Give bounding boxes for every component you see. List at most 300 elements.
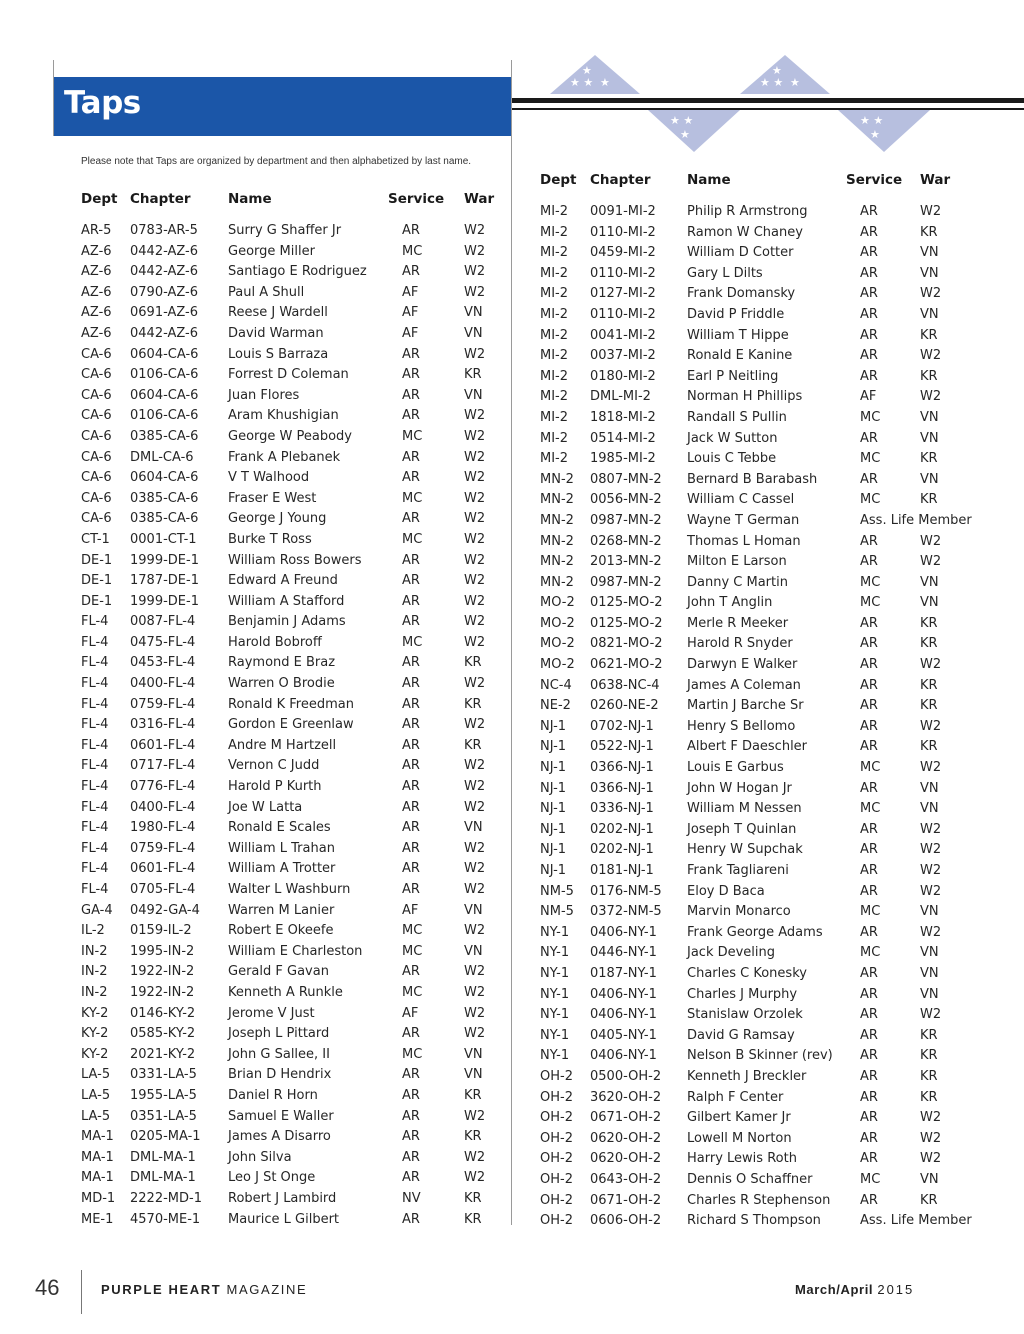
- dept-cell: MO-2: [540, 595, 575, 611]
- service-cell: AR: [860, 1089, 878, 1105]
- war-cell: KR: [464, 1190, 482, 1206]
- war-cell: W2: [464, 243, 486, 259]
- name-cell: Joseph T Quinlan: [687, 821, 797, 837]
- war-cell: VN: [920, 430, 939, 446]
- table-row: [81, 798, 501, 819]
- chapter-cell: 2021-KY-2: [130, 1046, 196, 1062]
- chapter-cell: 0176-NM-5: [590, 883, 662, 899]
- name-cell: Norman H Phillips: [687, 389, 803, 405]
- table-row: [540, 923, 1010, 944]
- chapter-cell: 0702-NJ-1: [590, 718, 654, 734]
- dept-cell: IN-2: [81, 943, 108, 959]
- table-row: [540, 634, 1010, 655]
- service-cell: AR: [402, 511, 420, 527]
- chapter-cell: 0331-LA-5: [130, 1067, 197, 1083]
- table-row: [81, 612, 501, 633]
- dept-cell: KY-2: [81, 1005, 109, 1021]
- name-cell: William A Stafford: [228, 593, 345, 609]
- name-cell: Raymond E Braz: [228, 655, 336, 671]
- name-cell: V T Walhood: [228, 470, 310, 486]
- name-cell: Samuel E Waller: [228, 1108, 334, 1124]
- dept-cell: OH-2: [540, 1192, 573, 1208]
- chapter-cell: 1999-DE-1: [130, 593, 199, 609]
- name-cell: Randall S Pullin: [687, 409, 787, 425]
- name-cell: Henry W Supchak: [687, 842, 803, 858]
- dept-cell: MO-2: [540, 636, 575, 652]
- table-row: [81, 839, 501, 860]
- chapter-cell: 0514-MI-2: [590, 430, 656, 446]
- war-cell: W2: [920, 863, 942, 878]
- dept-cell: MA-1: [81, 1129, 114, 1145]
- table-row: [540, 387, 1010, 408]
- war-cell: W2: [464, 923, 486, 939]
- dept-cell: OH-2: [540, 1068, 573, 1084]
- chapter-cell: 0406-NY-1: [590, 924, 657, 940]
- war-cell: VN: [920, 409, 939, 425]
- service-cell: AR: [402, 1067, 420, 1083]
- war-cell: VN: [920, 471, 939, 487]
- name-cell: Robert J Lambird: [228, 1190, 337, 1206]
- name-cell: Darwyn E Walker: [687, 657, 798, 673]
- war-cell: W2: [464, 799, 486, 815]
- dept-cell: KY-2: [81, 1026, 109, 1042]
- service-cell: AR: [860, 636, 878, 652]
- service-cell: AR: [860, 1048, 878, 1064]
- table-row: [540, 676, 1010, 697]
- name-cell: John W Hogan Jr: [687, 780, 792, 796]
- dept-cell: OH-2: [540, 1110, 573, 1126]
- service-cell: MC: [860, 574, 881, 590]
- table-row: [540, 408, 1010, 429]
- name-cell: Ralph F Center: [687, 1089, 784, 1105]
- dept-cell: AZ-6: [81, 325, 112, 341]
- war-cell: W2: [920, 554, 942, 570]
- svg-text:★ ★: ★ ★: [760, 76, 784, 89]
- col-service: Service: [388, 191, 445, 207]
- name-cell: Kenneth A Runkle: [228, 984, 343, 1000]
- war-cell: W2: [464, 964, 486, 980]
- service-cell: MC: [402, 634, 423, 650]
- chapter-cell: 0106-CA-6: [130, 367, 199, 383]
- dept-cell: OH-2: [540, 1130, 573, 1146]
- table-row: [540, 346, 1010, 367]
- table-row: [540, 284, 1010, 305]
- chapter-cell: 0604-CA-6: [130, 470, 199, 486]
- table-row: [81, 1004, 501, 1025]
- table-row: [81, 1148, 501, 1169]
- table-row: [540, 1026, 1010, 1047]
- dept-cell: IN-2: [81, 984, 108, 1000]
- war-cell: W2: [464, 634, 486, 650]
- chapter-cell: 0087-FL-4: [130, 614, 196, 630]
- service-cell: AF: [402, 284, 419, 300]
- table-row: [81, 468, 501, 489]
- dept-cell: CA-6: [81, 470, 112, 486]
- service-cell: AR: [860, 1192, 878, 1208]
- chapter-cell: 1999-DE-1: [130, 552, 199, 568]
- name-cell: George J Young: [228, 511, 327, 527]
- service-cell: AF: [402, 1005, 419, 1021]
- chapter-cell: 0604-CA-6: [130, 346, 199, 362]
- chapter-cell: 0366-NJ-1: [590, 760, 654, 776]
- service-cell: AR: [860, 368, 878, 384]
- magazine-name-light: MAGAZINE: [226, 1282, 308, 1297]
- table-row: [540, 861, 1010, 882]
- war-cell: KR: [920, 1068, 938, 1084]
- issue-year: 2015: [877, 1282, 915, 1297]
- dept-cell: CT-1: [81, 531, 110, 547]
- service-cell: AR: [402, 655, 420, 671]
- chapter-cell: 0790-AZ-6: [130, 284, 199, 300]
- name-cell: William T Hippe: [687, 327, 789, 343]
- dept-cell: GA-4: [81, 902, 113, 918]
- service-cell: Ass. Life Member: [860, 512, 972, 528]
- service-cell: AR: [860, 1007, 878, 1023]
- service-cell: AR: [402, 964, 420, 980]
- service-cell: AR: [402, 408, 420, 424]
- dept-cell: NY-1: [540, 945, 570, 961]
- dept-cell: DE-1: [81, 552, 113, 568]
- chapter-cell: 0316-FL-4: [130, 717, 196, 733]
- dept-cell: LA-5: [81, 1067, 111, 1083]
- war-cell: VN: [464, 305, 483, 321]
- chapter-cell: 0260-NE-2: [590, 698, 659, 714]
- war-cell: VN: [464, 1046, 483, 1062]
- title-banner: [54, 77, 511, 136]
- table-row: [81, 551, 501, 572]
- table-row: [81, 756, 501, 777]
- table-row: [540, 552, 1010, 573]
- name-cell: Gordon E Greenlaw: [228, 717, 354, 733]
- chapter-cell: 0776-FL-4: [130, 779, 196, 795]
- war-cell: W2: [920, 533, 942, 549]
- war-cell: KR: [464, 737, 482, 753]
- table-row: [81, 674, 501, 695]
- service-cell: NV: [402, 1190, 421, 1206]
- name-cell: Harold P Kurth: [228, 779, 322, 795]
- table-row: [540, 696, 1010, 717]
- dept-cell: LA-5: [81, 1108, 111, 1124]
- chapter-cell: 0056-MN-2: [590, 492, 662, 508]
- dept-cell: AZ-6: [81, 243, 112, 259]
- war-cell: KR: [920, 677, 938, 693]
- col-chapter: Chapter: [130, 191, 191, 207]
- service-cell: AF: [402, 305, 419, 321]
- name-cell: George Miller: [228, 243, 315, 259]
- chapter-cell: 0759-FL-4: [130, 696, 196, 712]
- table-row: [81, 1210, 501, 1231]
- service-cell: MC: [860, 451, 881, 467]
- chapter-cell: 0405-NY-1: [590, 1027, 657, 1043]
- name-cell: Surry G Shaffer Jr: [228, 223, 342, 238]
- name-cell: Earl P Neitling: [687, 368, 779, 384]
- name-cell: Edward A Freund: [228, 573, 338, 589]
- dept-cell: MI-2: [540, 224, 569, 240]
- svg-text:★: ★: [600, 76, 610, 89]
- chapter-cell: 1955-LA-5: [130, 1087, 197, 1103]
- dept-cell: FL-4: [81, 820, 109, 836]
- chapter-cell: 0336-NJ-1: [590, 801, 654, 817]
- table-row: [540, 223, 1010, 244]
- name-cell: Lowell M Norton: [687, 1130, 792, 1146]
- service-cell: AR: [860, 265, 878, 281]
- name-cell: Juan Flores: [228, 387, 300, 403]
- table-row: [81, 406, 501, 427]
- name-cell: Frank A Plebanek: [228, 449, 341, 465]
- chapter-cell: 0202-NJ-1: [590, 842, 654, 858]
- name-cell: Jerome V Just: [228, 1005, 315, 1021]
- war-cell: W2: [920, 924, 942, 940]
- chapter-cell: 0585-KY-2: [130, 1026, 196, 1042]
- service-cell: AR: [860, 306, 878, 322]
- chapter-cell: 0606-OH-2: [590, 1213, 662, 1229]
- chapter-cell: 4570-ME-1: [130, 1211, 201, 1227]
- war-cell: VN: [464, 902, 483, 918]
- dept-cell: MA-1: [81, 1170, 114, 1186]
- table-row: [81, 448, 501, 469]
- service-cell: AR: [402, 573, 420, 589]
- service-cell: MC: [860, 760, 881, 776]
- magazine-name-bold: PURPLE HEART: [101, 1282, 222, 1297]
- service-cell: AR: [402, 779, 420, 795]
- chapter-cell: 0110-MI-2: [590, 224, 656, 240]
- service-cell: AR: [860, 718, 878, 734]
- dept-cell: MN-2: [540, 471, 574, 487]
- dept-cell: FL-4: [81, 634, 109, 650]
- dept-cell: FL-4: [81, 882, 109, 897]
- service-cell: AR: [860, 924, 878, 940]
- table-row: [81, 427, 501, 448]
- chapter-cell: 0385-CA-6: [130, 511, 199, 527]
- table-row: [81, 509, 501, 530]
- table-row: [81, 1127, 501, 1148]
- chapter-cell: 0638-NC-4: [590, 677, 660, 693]
- chapter-cell: 0205-MA-1: [130, 1129, 201, 1145]
- war-cell: W2: [464, 449, 486, 465]
- name-cell: Paul A Shull: [228, 284, 305, 300]
- table-row: [540, 429, 1010, 450]
- column-divider: [511, 60, 512, 1225]
- war-cell: W2: [464, 840, 486, 856]
- chapter-cell: 0500-OH-2: [590, 1068, 662, 1084]
- service-cell: AR: [402, 882, 420, 897]
- name-cell: Jack W Sutton: [687, 430, 778, 446]
- war-cell: W2: [920, 657, 942, 673]
- service-cell: AR: [402, 1087, 420, 1103]
- table-row: [81, 283, 501, 304]
- name-cell: Ronald K Freedman: [228, 696, 354, 712]
- name-cell: James A Coleman: [687, 677, 801, 693]
- war-cell: VN: [920, 595, 939, 611]
- name-cell: David Warman: [228, 325, 324, 341]
- service-cell: AR: [860, 1110, 878, 1126]
- dept-cell: DE-1: [81, 593, 113, 609]
- dept-cell: CA-6: [81, 490, 112, 506]
- magazine-name: [101, 1282, 307, 1297]
- service-cell: AR: [860, 1027, 878, 1043]
- dept-cell: NJ-1: [540, 801, 567, 817]
- service-cell: AR: [860, 821, 878, 837]
- war-cell: KR: [920, 327, 938, 343]
- col-war: War: [920, 172, 951, 188]
- war-cell: KR: [464, 367, 482, 383]
- svg-text:★: ★: [582, 64, 592, 77]
- dept-cell: CA-6: [81, 428, 112, 444]
- table-header: [81, 191, 501, 221]
- name-cell: Vernon C Judd: [228, 758, 320, 774]
- dept-cell: MN-2: [540, 492, 574, 508]
- page-title: Taps: [64, 85, 141, 121]
- service-cell: AR: [860, 739, 878, 755]
- dept-cell: MO-2: [540, 657, 575, 673]
- dept-cell: AZ-6: [81, 284, 112, 300]
- service-cell: MC: [402, 984, 423, 1000]
- service-cell: MC: [860, 904, 881, 920]
- table-row: [81, 530, 501, 551]
- chapter-cell: DML-CA-6: [130, 449, 194, 465]
- sorting-note: Please note that Taps are organized by department and then alphabetized by last name.: [81, 156, 472, 167]
- name-cell: Dennis O Schaffner: [687, 1171, 813, 1187]
- table-row: [540, 532, 1010, 553]
- dept-cell: MA-1: [81, 1149, 114, 1165]
- dept-cell: FL-4: [81, 779, 109, 795]
- name-cell: Gary L Dilts: [687, 265, 763, 281]
- dept-cell: OH-2: [540, 1151, 573, 1167]
- table-row: [540, 593, 1010, 614]
- dept-cell: MN-2: [540, 512, 574, 528]
- chapter-cell: 0125-MO-2: [590, 595, 663, 611]
- war-cell: VN: [920, 574, 939, 590]
- war-cell: W2: [464, 614, 486, 630]
- table-row: [540, 1149, 1010, 1170]
- dept-cell: FL-4: [81, 840, 109, 856]
- service-cell: AR: [860, 780, 878, 796]
- dept-cell: FL-4: [81, 799, 109, 815]
- issue-date: [795, 1282, 914, 1297]
- chapter-cell: 0406-NY-1: [590, 1048, 657, 1064]
- service-cell: AR: [402, 717, 420, 733]
- service-cell: AF: [402, 325, 419, 341]
- name-cell: John G Sallee, II: [228, 1046, 330, 1062]
- table-row: [81, 818, 501, 839]
- dept-cell: FL-4: [81, 676, 109, 692]
- service-cell: MC: [402, 531, 423, 547]
- service-cell: MC: [860, 1171, 881, 1187]
- dept-cell: NJ-1: [540, 760, 567, 776]
- chapter-cell: DML-MI-2: [590, 389, 651, 405]
- service-cell: AR: [402, 470, 420, 486]
- war-cell: W2: [464, 1108, 486, 1124]
- war-cell: W2: [464, 593, 486, 609]
- table-row: [540, 1129, 1010, 1150]
- name-cell: Frank Domansky: [687, 286, 796, 302]
- service-cell: MC: [402, 428, 423, 444]
- service-cell: AR: [860, 533, 878, 549]
- service-cell: MC: [860, 801, 881, 817]
- dept-cell: MI-2: [540, 368, 569, 384]
- svg-text:★: ★: [772, 64, 782, 77]
- name-cell: Louis C Tebbe: [687, 451, 777, 467]
- svg-text:★ ★: ★ ★: [570, 76, 594, 89]
- war-cell: KR: [464, 1211, 482, 1227]
- name-cell: Martin J Barche Sr: [687, 698, 804, 714]
- war-cell: KR: [464, 1087, 482, 1103]
- chapter-cell: 0601-FL-4: [130, 861, 196, 877]
- table-row: [81, 1024, 501, 1045]
- dept-cell: CA-6: [81, 387, 112, 403]
- table-row: [540, 943, 1010, 964]
- chapter-cell: 0181-NJ-1: [590, 863, 654, 878]
- service-cell: AR: [402, 264, 420, 280]
- dept-cell: NY-1: [540, 1048, 570, 1064]
- chapter-cell: 0110-MI-2: [590, 306, 656, 322]
- name-cell: John Silva: [228, 1149, 292, 1165]
- chapter-cell: 0001-CT-1: [130, 531, 197, 547]
- dept-cell: NJ-1: [540, 739, 567, 755]
- service-cell: AR: [860, 842, 878, 858]
- service-cell: AR: [860, 1151, 878, 1167]
- service-cell: AR: [402, 1211, 420, 1227]
- name-cell: Marvin Monarco: [687, 904, 791, 920]
- chapter-cell: 0621-MO-2: [590, 657, 663, 673]
- chapter-cell: 3620-OH-2: [590, 1089, 662, 1105]
- chapter-cell: 0522-NJ-1: [590, 739, 654, 755]
- table-row: [540, 902, 1010, 923]
- table-row: [81, 324, 501, 345]
- name-cell: Charles J Murphy: [687, 986, 798, 1002]
- dept-cell: FL-4: [81, 614, 109, 630]
- name-cell: William L Trahan: [228, 840, 335, 856]
- chapter-cell: 0110-MI-2: [590, 265, 656, 281]
- chapter-cell: 0442-AZ-6: [130, 325, 199, 341]
- dept-cell: MI-2: [540, 430, 569, 446]
- war-cell: W2: [464, 861, 486, 877]
- war-cell: VN: [464, 820, 483, 836]
- name-cell: David P Friddle: [687, 306, 785, 322]
- name-cell: Kenneth J Breckler: [687, 1068, 807, 1084]
- service-cell: AR: [860, 965, 878, 981]
- page-number: 46: [35, 1275, 60, 1300]
- chapter-cell: 0372-NM-5: [590, 904, 662, 920]
- service-cell: AF: [402, 902, 419, 918]
- name-cell: Nelson B Skinner (rev): [687, 1048, 833, 1064]
- war-cell: W2: [920, 286, 942, 302]
- name-cell: Charles C Konesky: [687, 965, 807, 981]
- table-row: [540, 511, 1010, 532]
- chapter-cell: 0717-FL-4: [130, 758, 196, 774]
- dept-cell: FL-4: [81, 758, 109, 774]
- name-cell: John T Anglin: [687, 595, 773, 611]
- chapter-cell: 0671-OH-2: [590, 1110, 662, 1126]
- name-cell: William C Cassel: [687, 492, 795, 508]
- service-cell: MC: [860, 595, 881, 611]
- dept-cell: NJ-1: [540, 780, 567, 796]
- dept-cell: MI-2: [540, 286, 569, 302]
- table-row: [81, 921, 501, 942]
- dept-cell: CA-6: [81, 511, 112, 527]
- chapter-cell: 0406-NY-1: [590, 1007, 657, 1023]
- service-cell: AR: [860, 224, 878, 240]
- name-cell: Gilbert Kamer Jr: [687, 1110, 791, 1126]
- service-cell: AR: [860, 348, 878, 364]
- dept-cell: MN-2: [540, 574, 574, 590]
- chapter-cell: 0202-NJ-1: [590, 821, 654, 837]
- name-cell: Joseph L Pittard: [228, 1026, 330, 1042]
- dept-cell: CA-6: [81, 408, 112, 424]
- table-row: [540, 470, 1010, 491]
- chapter-cell: 1818-MI-2: [590, 409, 656, 425]
- chapter-cell: 0385-CA-6: [130, 428, 199, 444]
